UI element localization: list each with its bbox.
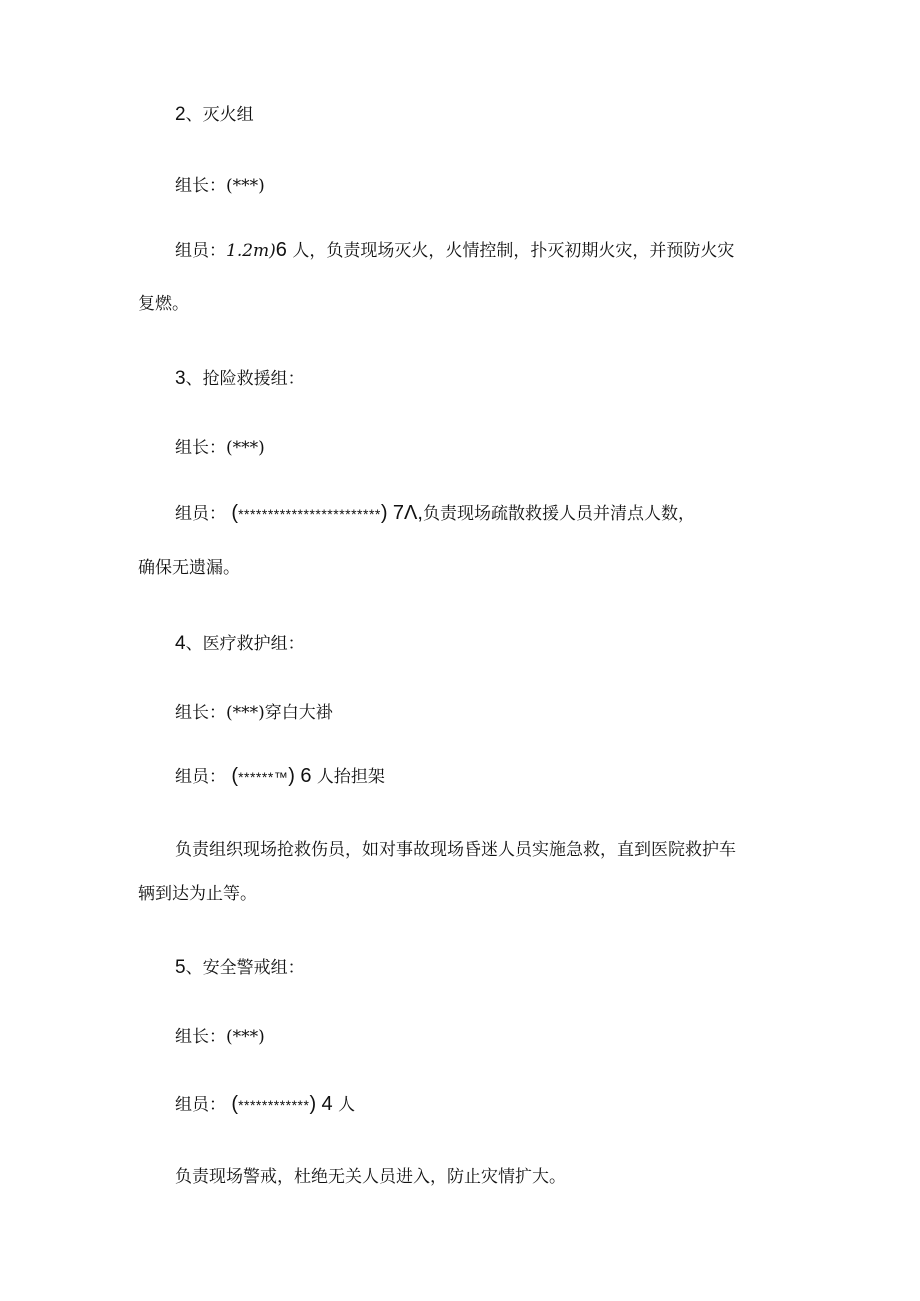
security-group-members [175, 1093, 355, 1116]
heading-text: 、安全警戒组： [185, 958, 305, 978]
member-names-redacted: ******™ [238, 769, 289, 785]
fire-group-heading [175, 104, 254, 126]
security-group-leader: 组长：(***) [175, 1027, 265, 1047]
security-group-heading [175, 957, 305, 979]
fire-group-leader: 组长：(***) [175, 176, 265, 196]
medical-group-duty-cont: 辆到达为止等。 [138, 884, 257, 904]
member-label: 组员： [175, 504, 226, 524]
paren-close: ) [380, 502, 388, 524]
paren-open: ( [231, 765, 239, 787]
member-desc: 人，负责现场灭火，火情控制，扑灭初期火灾，并预防火灾 [286, 241, 735, 261]
member-desc: 人抬担架 [311, 767, 385, 787]
medical-group-leader: 组长：(***)穿白大褂 [175, 703, 333, 723]
member-count: 6 [275, 239, 287, 261]
heading-number: 4 [175, 633, 186, 654]
heading-number: 3 [175, 368, 186, 389]
medical-group-heading [175, 633, 305, 655]
member-label: 组员： [175, 1095, 226, 1115]
member-count: 4 [321, 1093, 333, 1115]
rescue-group-leader: 组长：(***) [175, 438, 265, 458]
fire-group-members-cont: 复燃。 [138, 294, 189, 314]
medical-group-members [175, 765, 385, 788]
rescue-group-members-cont: 确保无遗漏。 [138, 558, 240, 578]
member-count-text: 1.2m) [226, 241, 276, 261]
rescue-group-heading [175, 368, 305, 390]
heading-number: 2 [175, 104, 186, 125]
member-desc: 负责现场疏散救援人员并清点人数， [422, 504, 695, 524]
paren-close: ) [309, 1093, 317, 1115]
paren-open: ( [231, 502, 239, 524]
member-label: 组员： [175, 767, 226, 787]
fire-group-members [175, 239, 734, 262]
paren-close: ) [288, 765, 295, 787]
member-count: 6 [300, 765, 312, 787]
member-label: 组员： [175, 241, 226, 261]
member-names-redacted: ************ [238, 1097, 310, 1113]
paren-open: ( [231, 1093, 239, 1115]
security-group-duty: 负责现场警戒，杜绝无关人员进入，防止灾情扩大。 [175, 1167, 566, 1187]
rescue-group-members [175, 502, 695, 525]
heading-text: 、医疗救护组： [185, 634, 305, 654]
heading-text: 、灭火组 [185, 105, 254, 125]
member-desc: 人 [332, 1095, 356, 1115]
member-count: 7Λ, [392, 502, 423, 524]
heading-number: 5 [175, 957, 186, 978]
member-names-redacted: ************************ [238, 506, 381, 522]
heading-text: 、抢险救援组： [185, 369, 305, 389]
medical-group-duty: 负责组织现场抢救伤员，如对事故现场昏迷人员实施急救，直到医院救护车 [175, 840, 736, 860]
